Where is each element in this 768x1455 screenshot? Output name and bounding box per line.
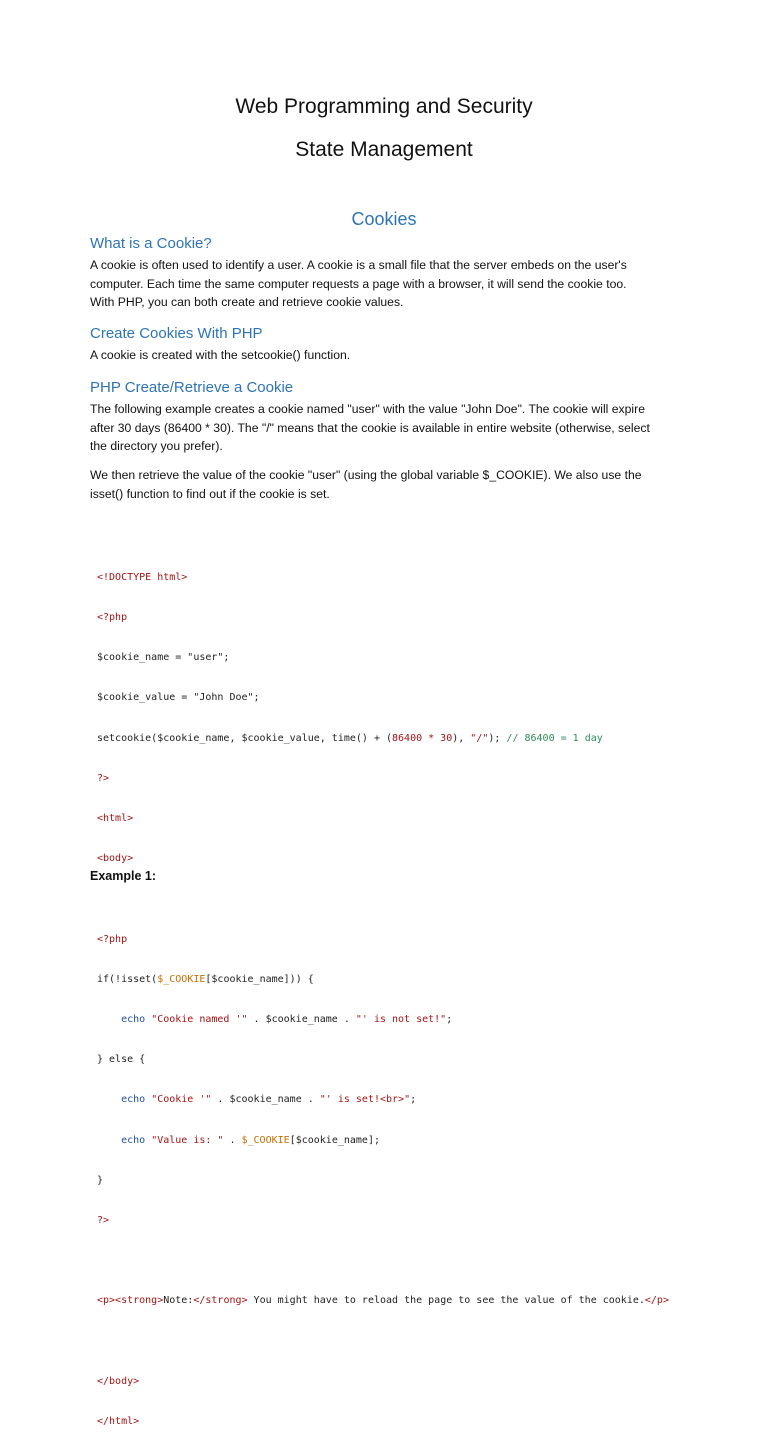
code-token: "' is not set!" (355, 1014, 447, 1026)
code-token: . $cookie_name . (211, 1094, 320, 1106)
code-token: ; (410, 1094, 417, 1106)
code-token: ?> (97, 1215, 110, 1227)
code-token: "/" (470, 732, 489, 744)
code-token: ; (446, 1014, 453, 1026)
code-line (97, 1415, 669, 1428)
text-line: With PHP, you can both create and retrieve cookie values. (90, 295, 404, 309)
paragraph-create-retrieve-1 (90, 400, 690, 456)
code-token: $_COOKIE (157, 973, 206, 985)
code-token: </html> (97, 1416, 140, 1428)
code-token: </strong> (193, 1295, 248, 1307)
code-token: $cookie_name = "user"; (97, 652, 230, 664)
code-token: ), (452, 732, 471, 744)
paragraph-what-is-cookie (90, 256, 690, 312)
code-token: setcookie($cookie_name, $cookie_value, time() + ( (97, 732, 393, 744)
code-line (97, 1013, 669, 1026)
document-title: Web Programming and Security (235, 95, 533, 118)
code-token: "Value is: " (151, 1134, 224, 1146)
text-line: A cookie is often used to identify a user. A cookie is a small file that the server embeds on the user's (90, 258, 627, 272)
code-token: <html> (97, 813, 134, 825)
code-line (97, 1134, 669, 1147)
paragraph-create-retrieve-2 (90, 466, 690, 503)
code-token: "Cookie named '" (151, 1014, 248, 1026)
code-line (97, 611, 669, 624)
code-token: echo (97, 1134, 152, 1146)
code-token: "' is set!<br>" (319, 1094, 411, 1106)
code-line-blank (97, 892, 669, 905)
code-token: $_COOKIE (241, 1134, 290, 1146)
code-line-blank (97, 1335, 669, 1348)
code-token: </p> (644, 1295, 669, 1307)
section-heading-cookies: Cookies (351, 209, 417, 229)
code-line (97, 1214, 669, 1227)
code-token: ); (488, 732, 507, 744)
code-line (97, 571, 669, 584)
code-comment: // 86400 = 1 day (506, 732, 603, 744)
code-line (97, 691, 669, 704)
text-line: A cookie is created with the setcookie() function. (90, 348, 351, 362)
code-token: ?> (97, 772, 110, 784)
heading-what-is-cookie: What is a Cookie? (90, 235, 212, 252)
code-line (97, 1174, 669, 1187)
code-token: <?php (97, 612, 128, 624)
code-listing (97, 544, 669, 1455)
code-line (97, 772, 669, 785)
code-token: Note: (163, 1295, 194, 1307)
heading-create-retrieve: PHP Create/Retrieve a Cookie (90, 379, 294, 396)
code-token: echo (97, 1014, 152, 1026)
text-line: isset() function to find out if the cookie is set. (90, 486, 330, 501)
document-subtitle: State Management (295, 138, 473, 161)
code-token: <!DOCTYPE html> (97, 571, 188, 583)
code-line-blank (97, 1254, 669, 1267)
code-line (97, 812, 669, 825)
code-line (97, 1375, 669, 1388)
code-token: } else { (97, 1054, 146, 1066)
text-line: computer. Each time the same computer requests a page with a browser, it will send the cookie too. (90, 276, 627, 291)
code-token: echo (97, 1094, 152, 1106)
code-token: if(!isset( (97, 973, 158, 985)
paragraph-create-cookies (90, 346, 690, 365)
code-token: [$cookie_name]; (289, 1134, 380, 1146)
code-token: $cookie_value = "John Doe"; (97, 692, 260, 704)
text-line: We then retrieve the value of the cookie "user" (using the global variable $_COOKIE). We also use the (90, 468, 642, 482)
text-line: the directory you prefer). (90, 439, 223, 453)
code-line (97, 933, 669, 946)
code-token: . (223, 1134, 242, 1146)
code-token: . $cookie_name . (247, 1014, 356, 1026)
code-token: You might have to reload the page to see the value of the cookie. (247, 1295, 645, 1307)
heading-create-cookies: Create Cookies With PHP (90, 325, 263, 342)
code-line (97, 973, 669, 986)
code-token: </body> (97, 1375, 140, 1387)
code-token: } (97, 1174, 104, 1186)
code-token: <body> (97, 853, 134, 865)
code-token: "Cookie '" (151, 1094, 212, 1106)
text-line: The following example creates a cookie named "user" with the value "John Doe". The cookie will expire (90, 402, 645, 416)
code-token: <?php (97, 933, 128, 945)
text-line: after 30 days (86400 * 30). The "/" means that the cookie is available in entire website (otherwise, select (90, 420, 650, 435)
code-line (97, 732, 669, 745)
code-line (97, 651, 669, 664)
code-token: [$cookie_name])) { (205, 973, 314, 985)
code-line (97, 1053, 669, 1066)
code-line (97, 1294, 669, 1307)
code-token: <p><strong> (97, 1295, 164, 1307)
example-label: Example 1: (90, 869, 157, 883)
code-line (97, 852, 669, 865)
code-line (97, 1093, 669, 1106)
code-token: 86400 * 30 (392, 732, 453, 744)
